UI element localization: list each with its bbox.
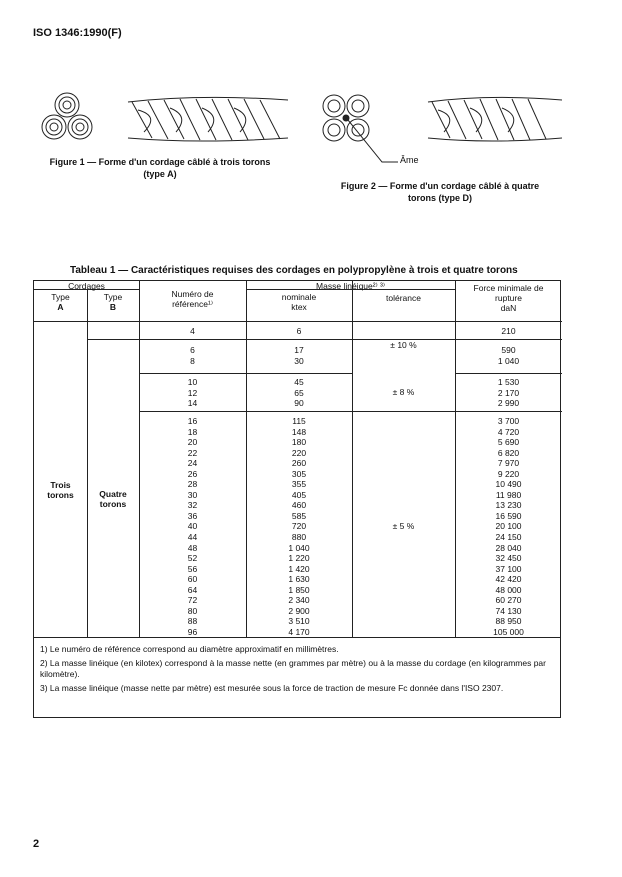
table-cell-force: 1 530 — [497, 377, 520, 387]
table-cell-force: 60 270 — [495, 595, 522, 606]
table-cell-force: 32 450 — [495, 553, 522, 564]
table-cell-ref: 44 — [187, 532, 198, 543]
table-cell-force: 37 100 — [495, 563, 522, 574]
table-cell-ref: 52 — [187, 553, 198, 564]
page-number: 2 — [33, 838, 40, 850]
table-cell-force: 10 490 — [495, 479, 522, 490]
table-cell-masse: 585 — [291, 510, 307, 521]
force-group-3 — [455, 377, 562, 409]
footnote-1: 1) Le numéro de référence correspond au diamètre approximatif en millimètres. — [40, 644, 339, 654]
table-cell-masse: 1 850 — [288, 584, 310, 595]
figure-2-caption: Figure 2 — Forme d'un cordage câblé à quatre — [340, 181, 540, 191]
table-cell-ref: 12 — [187, 387, 198, 398]
masse-group-3 — [246, 377, 352, 409]
standard-header: ISO 1346:1990(F) — [33, 27, 122, 39]
type-a-value: Trois — [50, 480, 71, 490]
figure-1-caption-type: (type A) — [143, 169, 177, 179]
table-cell-force: 105 000 — [493, 626, 524, 637]
tolerance-5: ± 5 % — [392, 521, 415, 531]
table-cell-masse: 1 420 — [288, 563, 310, 574]
masse-group-2 — [246, 345, 352, 366]
table-cell-force: 28 040 — [495, 542, 522, 553]
core-label: Âme — [400, 155, 419, 165]
table-title: Tableau 1 — Caractéristiques requises des cordages en polypropylène à trois et quatre torons — [70, 265, 518, 276]
table-cell-ref: 22 — [187, 447, 198, 458]
header-masse-lineique: Masse linéique²⁾ ³⁾ — [316, 281, 385, 291]
table-cell-masse: 30 — [294, 355, 304, 366]
table-cell-force: 210 — [501, 326, 516, 336]
header-nominale: nominale — [281, 292, 317, 302]
table-cell-masse: 2 900 — [288, 605, 310, 616]
table-cell-ref: 14 — [187, 398, 198, 409]
table-cell-force: 5 690 — [497, 437, 520, 448]
header-cordages: Cordages — [68, 281, 105, 291]
ref-group-3 — [139, 377, 246, 409]
table-cell-ref: 24 — [187, 458, 198, 469]
ref-group-1 — [139, 326, 246, 337]
header-numero: Numéro de — [171, 289, 214, 299]
table-cell-ref: 26 — [187, 468, 198, 479]
table-cell-masse: 115 — [292, 416, 306, 426]
table-cell-ref: 30 — [187, 489, 198, 500]
tolerance-8: ± 8 % — [392, 387, 415, 397]
type-b-value-2: torons — [99, 499, 127, 509]
force-group-2 — [455, 345, 562, 366]
figure-1-caption: Figure 1 — Forme d'un cordage câblé à trois torons — [49, 157, 271, 167]
table-cell-masse: 220 — [291, 447, 307, 458]
table-cell-ref: 96 — [187, 626, 198, 637]
table-cell-force: 74 130 — [495, 605, 522, 616]
table-cell-ref: 40 — [187, 521, 198, 532]
figure-2-four-strand-rope-drawing — [320, 92, 565, 170]
table-cell-masse: 180 — [291, 437, 307, 448]
ref-group-2 — [139, 345, 246, 366]
table-cell-force: 6 820 — [497, 447, 520, 458]
masse-group-4 — [246, 416, 352, 637]
table-cell-masse: 3 510 — [288, 616, 310, 627]
figure-2-caption-type: torons (type D) — [408, 193, 472, 203]
table-cell-force: 42 420 — [495, 574, 522, 585]
table-cell-ref: 16 — [187, 416, 198, 426]
table-cell-force: 88 950 — [495, 616, 522, 627]
table-cell-force: 20 100 — [495, 521, 522, 532]
table-cell-ref: 72 — [187, 595, 198, 606]
table-cell-ref: 88 — [187, 616, 198, 627]
header-force: Force minimale de — [473, 283, 544, 293]
table-cell-masse: 148 — [291, 426, 307, 437]
table-cell-masse: 305 — [291, 468, 307, 479]
table-cell-force: 48 000 — [495, 584, 522, 595]
table-cell-masse: 405 — [291, 489, 307, 500]
table-cell-ref: 10 — [187, 377, 198, 387]
table-cell-force: 4 720 — [497, 426, 520, 437]
figure-1-three-strand-rope-drawing — [40, 92, 290, 146]
table-cell-ref: 48 — [187, 542, 198, 553]
table-cell-masse: 65 — [294, 387, 304, 398]
header-type-b: Type — [103, 292, 123, 302]
tolerance-10: ± 10 % — [390, 340, 417, 350]
table-cell-masse: 355 — [291, 479, 307, 490]
table-cell-force: 11 980 — [495, 489, 522, 500]
table-cell-ref: 32 — [187, 500, 198, 511]
table-cell-ref: 64 — [187, 584, 198, 595]
table-cell-masse: 720 — [291, 521, 307, 532]
table-cell-ref: 6 — [190, 345, 195, 355]
table-cell-force: 2 990 — [497, 398, 520, 409]
header-type-a-letter: A — [57, 302, 64, 312]
table-cell-force: 16 590 — [495, 510, 522, 521]
table-cell-force: 3 700 — [497, 416, 520, 426]
table-cell-force: 1 040 — [497, 355, 520, 366]
table-cell-masse: 45 — [294, 377, 304, 387]
footnote-2: 2) La masse linéique (en kilotex) correspond à la masse nette (en grammes par mètre) ou à la masse du cordage (en kilogrammes par kilomètre). — [40, 658, 546, 679]
table-cell-masse: 2 340 — [288, 595, 310, 606]
table-cell-ref: 20 — [187, 437, 198, 448]
table-cell-ref: 8 — [190, 355, 195, 366]
table-cell-ref: 60 — [187, 574, 198, 585]
force-group-4 — [455, 416, 562, 637]
table-cell-masse: 17 — [294, 345, 304, 355]
table-cell-force: 590 — [501, 345, 516, 355]
table-cell-masse: 460 — [291, 500, 307, 511]
table-cell-force: 7 970 — [497, 458, 520, 469]
header-dan: daN — [500, 303, 517, 313]
table-cell-ref: 80 — [187, 605, 198, 616]
table-cell-ref: 36 — [187, 510, 198, 521]
table-cell-masse: 1 220 — [288, 553, 310, 564]
table-cell-force: 13 230 — [495, 500, 522, 511]
type-a-value-2: torons — [47, 490, 74, 500]
table-cell-force: 24 150 — [495, 532, 522, 543]
table-cell-force: 2 170 — [497, 387, 520, 398]
header-type-a: Type — [51, 292, 70, 302]
table-cell-masse: 1 040 — [288, 542, 310, 553]
table-cell-force: 9 220 — [497, 468, 520, 479]
header-type-b-letter: B — [109, 302, 117, 312]
footnote-3: 3) La masse linéique (masse nette par mètre) est mesurée sous la force de traction de mesure Fc donnée dans l'ISO 2307. — [40, 683, 504, 693]
table-1 — [33, 280, 561, 638]
table-cell-ref: 56 — [187, 563, 198, 574]
table-cell-masse: 260 — [291, 458, 307, 469]
table-cell-ref: 4 — [190, 326, 195, 336]
table-cell-ref: 18 — [187, 426, 198, 437]
table-cell-ref: 28 — [187, 479, 198, 490]
type-b-value: Quatre — [99, 489, 127, 499]
table-cell-masse: 4 170 — [288, 626, 310, 637]
force-group-1 — [455, 326, 562, 337]
ref-group-4 — [139, 416, 246, 637]
table-cell-masse: 6 — [296, 326, 302, 336]
table-cell-masse: 880 — [291, 532, 307, 543]
header-ktex: ktex — [291, 302, 307, 312]
table-cell-masse: 90 — [294, 398, 304, 409]
table-footnotes — [33, 638, 561, 718]
masse-group-1 — [246, 326, 352, 337]
header-reference: référence¹⁾ — [172, 299, 213, 309]
header-tolerance: tolérance — [386, 293, 421, 303]
table-cell-masse: 1 630 — [288, 574, 310, 585]
header-rupture: rupture — [495, 293, 522, 303]
